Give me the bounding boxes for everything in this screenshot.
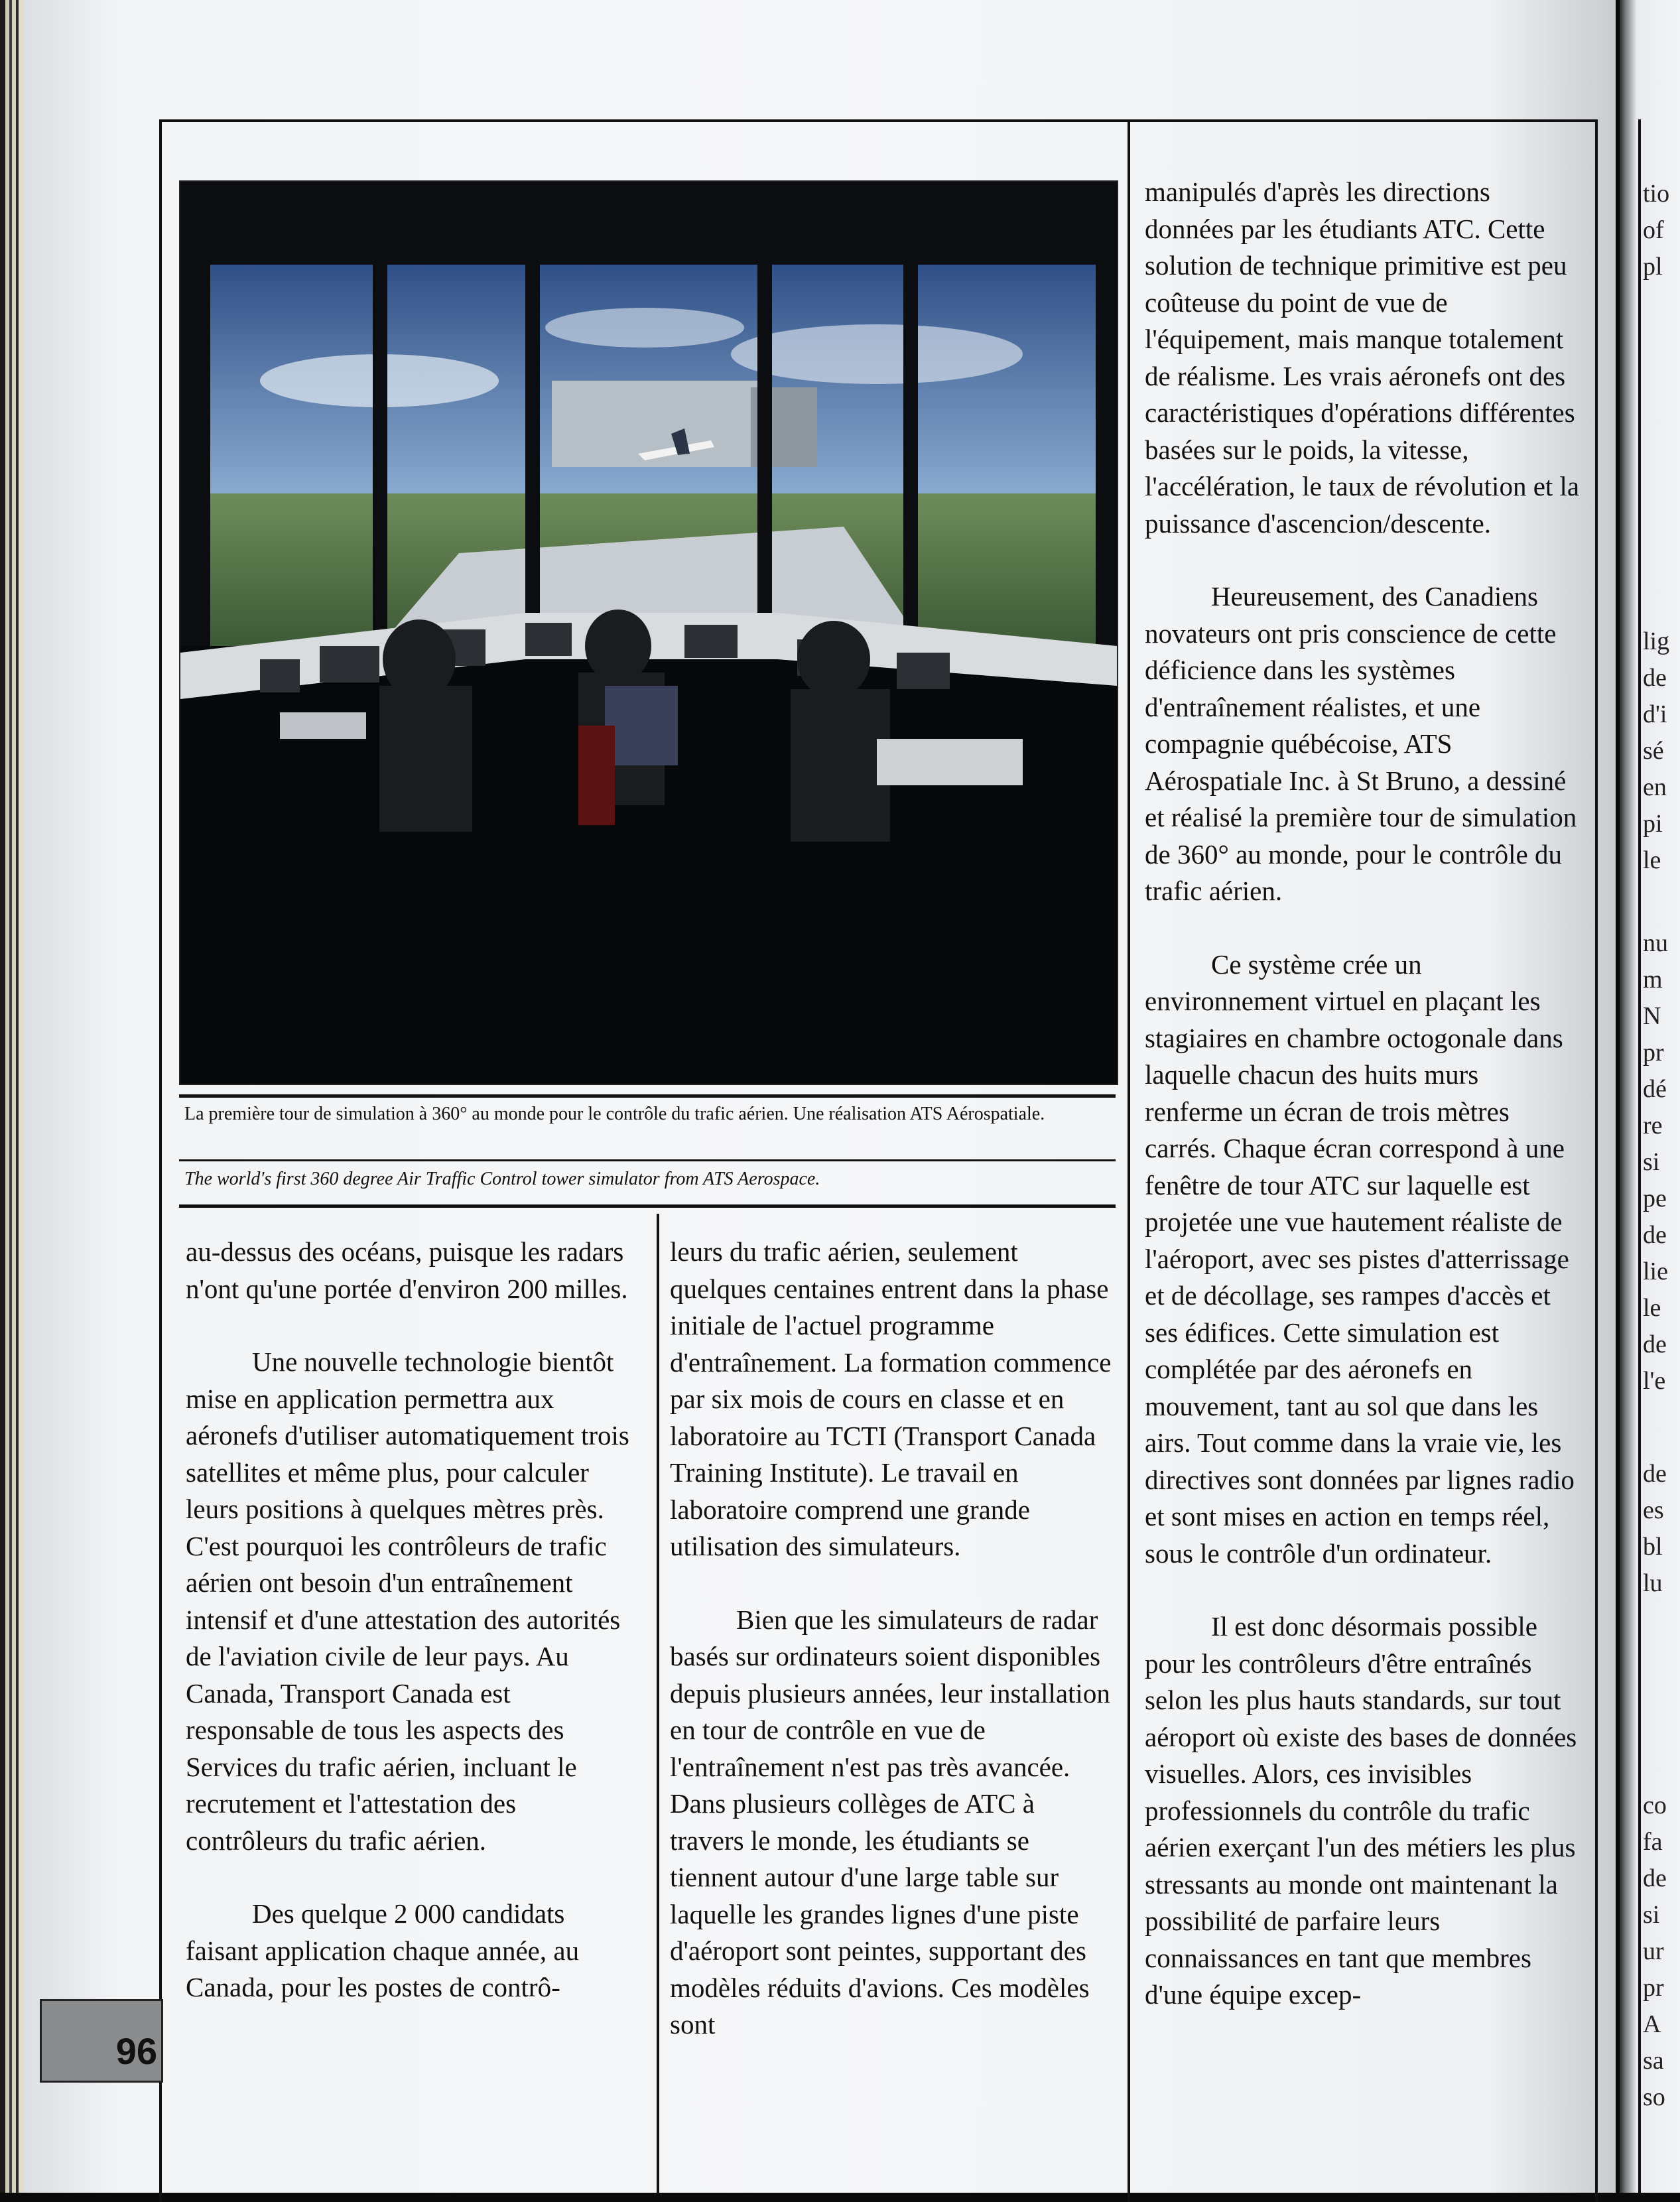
- next-page-edge: [1620, 0, 1680, 2193]
- next-page-rule: [1638, 119, 1641, 2193]
- caption-rule-mid: [179, 1159, 1116, 1161]
- next-page-fragment: tio: [1643, 180, 1670, 208]
- next-page-fragment: pe: [1643, 1185, 1667, 1212]
- next-page-fragment: m: [1643, 966, 1663, 994]
- paragraph: Ce système crée un environnement virtuel en plaçant les stagiaires en chambre octogonale dans laquelle chacun des huits murs renferme un écran de trois mètres carrés. Chaque écran correspond à une fenêtre de tour ATC sur laquelle est projetée une vue hautement réaliste de l'aéroport, avec ses pistes d'atterrissage et de décollage, ses rampes d'accès et ses édifices. Cette simulation est complétée par des aéronefs en mouvement, tant au sol que dans les airs. Tout comme dans la vraie vie, les directives sont données par lignes radio et sont mises en action en temps réel, sous le contrôle d'un ordinateur.: [1145, 948, 1575, 1569]
- next-page-fragment: sé: [1643, 737, 1664, 765]
- page-right-rule: [1595, 119, 1598, 2202]
- next-page-fragment: pr: [1643, 1974, 1664, 2002]
- next-page-fragment: lig: [1643, 627, 1670, 655]
- next-page-fragment: re: [1643, 1112, 1663, 1139]
- next-page-fragment: l'e: [1643, 1367, 1666, 1395]
- next-page-fragment: de: [1643, 1221, 1667, 1249]
- text-column-1: [186, 1234, 643, 2006]
- next-page-fragment: le: [1643, 846, 1661, 874]
- next-page-fragment: bl: [1643, 1533, 1663, 1561]
- next-page-fragment: A: [1643, 2010, 1661, 2038]
- next-page-fragment: si: [1643, 1901, 1660, 1929]
- next-page-fragment: de: [1643, 1330, 1667, 1358]
- caption-english: The world's first 360 degree Air Traffic Control tower simulator from ATS Aerospace.: [184, 1169, 820, 1189]
- paragraph: Heureusement, des Canadiens novateurs ont pris conscience de cette déficience dans les systèmes d'entraînement réalistes, et une compagnie québécoise, ATS Aérospatiale Inc. à St Bruno, a dessiné et réalisé la première tour de simulation de 360° au monde, pour le contrôle du trafic aérien.: [1145, 581, 1577, 906]
- next-page-fragment: de: [1643, 1460, 1667, 1488]
- next-page-fragment: si: [1643, 1148, 1660, 1176]
- next-page-fragment: pr: [1643, 1039, 1664, 1067]
- next-page-fragment: es: [1643, 1496, 1664, 1524]
- next-page-fragment: pi: [1643, 810, 1663, 838]
- page-number: 96: [115, 2030, 157, 2072]
- atc-simulator-illustration: [180, 182, 1117, 1084]
- text-column-2: [670, 1234, 1114, 2043]
- next-page-fragment: de: [1643, 1864, 1667, 1892]
- caption-rule-top: [179, 1094, 1116, 1098]
- atc-simulator-photo: [179, 180, 1118, 1085]
- paragraph: Bien que les simulateurs de radar basés sur ordinateurs soient disponibles depuis plusieurs années, leur installation en tour de contrôle en vue de l'entraînement n'est pas très avancée. Dans plusieurs collèges de ATC à travers le monde, les étudiants se tiennent autour d'une large table sur laquelle les grandes lignes d'une piste d'aéroport sont peintes, supportant des modèles réduits d'avions. Ces modèles sont: [670, 1604, 1110, 2040]
- paragraph: Il est donc désormais possible pour les contrôleurs d'être entraînés selon les plus hauts standards, sur tout aéroport où existe des bases de données visuelles. Alors, ces invisibles professionnels du contrôle du trafic aérien exerçant l'un des métiers les plus stressants au monde ont maintenant la possibilité de parfaire leurs connaissances en tant que membres d'une équipe excep-: [1145, 1611, 1577, 2010]
- next-page-fragment: co: [1643, 1791, 1667, 1819]
- next-page-fragment: d'i: [1643, 700, 1667, 728]
- column-divider-photo: [1128, 119, 1130, 2202]
- page-number-box: [40, 1999, 163, 2083]
- page-frame-left: [159, 119, 162, 2202]
- next-page-fragment: N: [1643, 1002, 1661, 1030]
- next-page-fragment: ur: [1643, 1937, 1664, 1965]
- next-page-fragment: pl: [1643, 253, 1663, 281]
- next-page-fragment: of: [1643, 216, 1664, 244]
- next-page-fragment: nu: [1643, 929, 1668, 957]
- next-page-fragment: so: [1643, 2083, 1665, 2111]
- next-page-fragment: en: [1643, 773, 1667, 801]
- next-page-fragment: fa: [1643, 1828, 1663, 1856]
- next-page-fragment: le: [1643, 1294, 1661, 1322]
- next-page-fragment: dé: [1643, 1075, 1667, 1103]
- caption-french: La première tour de simulation à 360° au monde pour le contrôle du trafic aérien. Une réalisation ATS Aérospatiale.: [184, 1104, 1045, 1124]
- paragraph: leurs du trafic aérien, seulement quelques centaines entrent dans la phase initiale de l'actuel programme d'entraînement. La formation commence par six mois de cours en classe et en laboratoire au TCTI (Transport Canada Training Institute). Le travail en laboratoire comprend une grande utilisation des simulateurs.: [670, 1236, 1112, 1561]
- paragraph: manipulés d'après les directions données par les étudiants ATC. Cette solution de technique primitive est peu coûteuse du point de vue de l'équipement, mais manque totalement de réalisme. Les vrais aéronefs ont des caractéristiques d'opérations différentes basées sur le poids, la vitesse, l'accélération, le taux de révolution et la puissance d'ascencion/descente.: [1145, 176, 1580, 539]
- next-page-fragment: de: [1643, 664, 1667, 692]
- paragraph: Des quelque 2 000 candidats faisant application chaque année, au Canada, pour les postes de contrô-: [186, 1898, 580, 2002]
- paragraph: Une nouvelle technologie bientôt mise en application permettra aux aéronefs d'utiliser automatiquement trois satellites et même plus, pour calculer leurs positions à quelques mètres près. C'est pourquoi les contrôleurs de trafic aérien ont besoin d'un entraînement intensif et d'une attestation des autorités de l'aviation civile de leur pays. Au Canada, Transport Canada est responsable de tous les aspects des Services du trafic aérien, incluant le recrutement et l'attestation des contrôleurs du trafic aérien.: [186, 1346, 629, 1856]
- caption-rule-bottom: [179, 1204, 1116, 1208]
- column-divider-lower: [657, 1214, 659, 2195]
- next-page-fragment: sa: [1643, 2047, 1664, 2075]
- top-rule: [159, 119, 1595, 122]
- paragraph: au-dessus des océans, puisque les radars n'ont qu'une portée d'environ 200 milles.: [186, 1236, 628, 1304]
- text-column-3: [1145, 174, 1583, 2014]
- next-page-fragment: lu: [1643, 1569, 1663, 1597]
- next-page-fragment: lie: [1643, 1258, 1668, 1285]
